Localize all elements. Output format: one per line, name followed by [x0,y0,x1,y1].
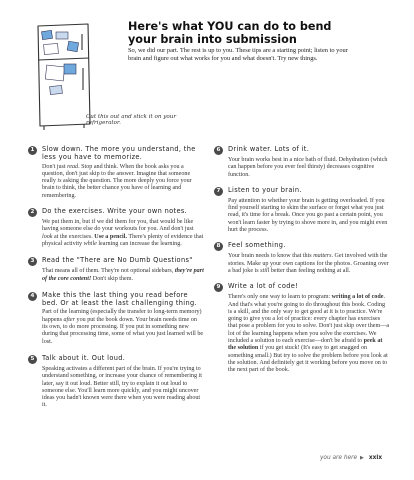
tip-body: Pay attention to whether your brain is getting overloaded. If you find yourself starting to skim the surface or forget what you just read, it's time for a break. Once you go past a certain point, you won't learn faster by trying to shove more in, and you might even hurt the process. [228,197,388,234]
intro-text: So, we did our part. The rest is up to you. These tips are a starting point; listen to your brain and figure out what works for you and what doesn't. Try new things. [128,47,348,62]
tip-heading: Talk about it. Out loud. [42,353,126,362]
tip-number-badge: 1 [28,146,37,155]
tip-body: There's only one way to learn to program: writing a lot of code. And that's what you're going to do throughout this book. Coding is a skill, and the only way to get good at it is to practice. We're going to give you a lot of practice: every chapter has exercises that pose a problem for you to solve. Don't just skip over them—a lot of the learning happens when you solve the exercises. We included a solution to each exercise—don't be afraid to peek at the solution if you get stuck! (It's easy to get snagged on something small.) But try to solve the problem before you look at the solution. And definitely get it working before you move on to the next part of the book. [228,294,390,374]
tip-8 [214,242,390,275]
tip-number-badge: 4 [28,292,37,301]
footer-label: you are here [320,455,358,461]
tip-1 [28,146,204,200]
tip-heading: Make this the last thing you read before bed. Or at least the last challenging thing. [42,290,197,307]
tip-heading: Do the exercises. Write your own notes. [42,207,188,216]
tip-body: Part of the learning (especially the transfer to long-term memory) happens after you put the book down. Your brain needs time on its own, to do more processing. If you put in something new during that processing time, some of what you just learned will be lost. [42,309,204,345]
tip-4 [28,292,204,346]
tip-heading: Write a lot of code! [228,282,299,291]
tip-heading: Slow down. The more you understand, the less you have to memorize. [42,145,196,161]
tip-body: Your brain needs to know that this matters. Get involved with the stories. Make up your own captions for the photos. Groaning over a bad joke is still better than feeling nothing at all. [228,253,389,274]
page-footer [320,455,382,461]
cut-out-note: Cut this out and stick it on your refrigerator. [86,114,177,127]
page-number: xxix [368,455,383,461]
next-arrow-icon: ▶ [360,455,364,461]
tip-number-badge: 8 [214,242,223,251]
tip-heading: Feel something. [228,241,286,250]
tip-number-badge: 3 [28,257,37,266]
tip-number-badge: 9 [214,283,223,292]
tip-body: Don't just read. Stop and think. When the book asks you a question, don't just skip to the answer. Imagine that someone really is asking the question. The more deeply you force your brain to think, the better chance you have of learning and remembering. [42,163,192,199]
tip-number-badge: 7 [214,187,223,196]
tip-7 [214,187,390,234]
tip-9 [214,283,390,374]
tip-body: Your brain works best in a nice bath of fluid. Dehydration (which can happen before you ever feel thirsty) decreases cognitive function. [228,157,388,178]
tip-3 [28,257,204,283]
tip-body: Speaking activates a different part of the brain. If you're trying to understand something, or increase your chance of remembering it later, say it out loud. Better still, try to explain it out loud to someone else. You'll learn more quickly, and you might uncover ideas you hadn't known were there when you were reading about it. [42,365,202,409]
tip-heading: Read the "There are No Dumb Questions" [42,256,193,265]
tip-5 [28,355,204,410]
tip-number-badge: 5 [28,355,37,364]
tip-heading: Listen to your brain. [228,185,302,194]
tips-right-column [214,146,390,384]
tip-heading: Drink water. Lots of it. [228,145,310,153]
tip-6 [214,146,390,179]
tip-2 [28,208,204,248]
tip-number-badge: 6 [214,146,223,155]
page-title: Here's what YOU can do to bend your brain into submission [128,20,332,46]
tip-body: That means all of them. They're not optional sidebars, they're part of the core content! Don't skip them. [42,268,204,282]
tips-left-column [28,146,204,419]
tip-body: We put them in, but if we did them for you, that would be like having someone else do your workouts for you. And don't just look at the exercises. Use a pencil. There's plenty of evidence that physical activity while learning can increase the learning. [42,219,204,247]
tip-number-badge: 2 [28,208,37,217]
